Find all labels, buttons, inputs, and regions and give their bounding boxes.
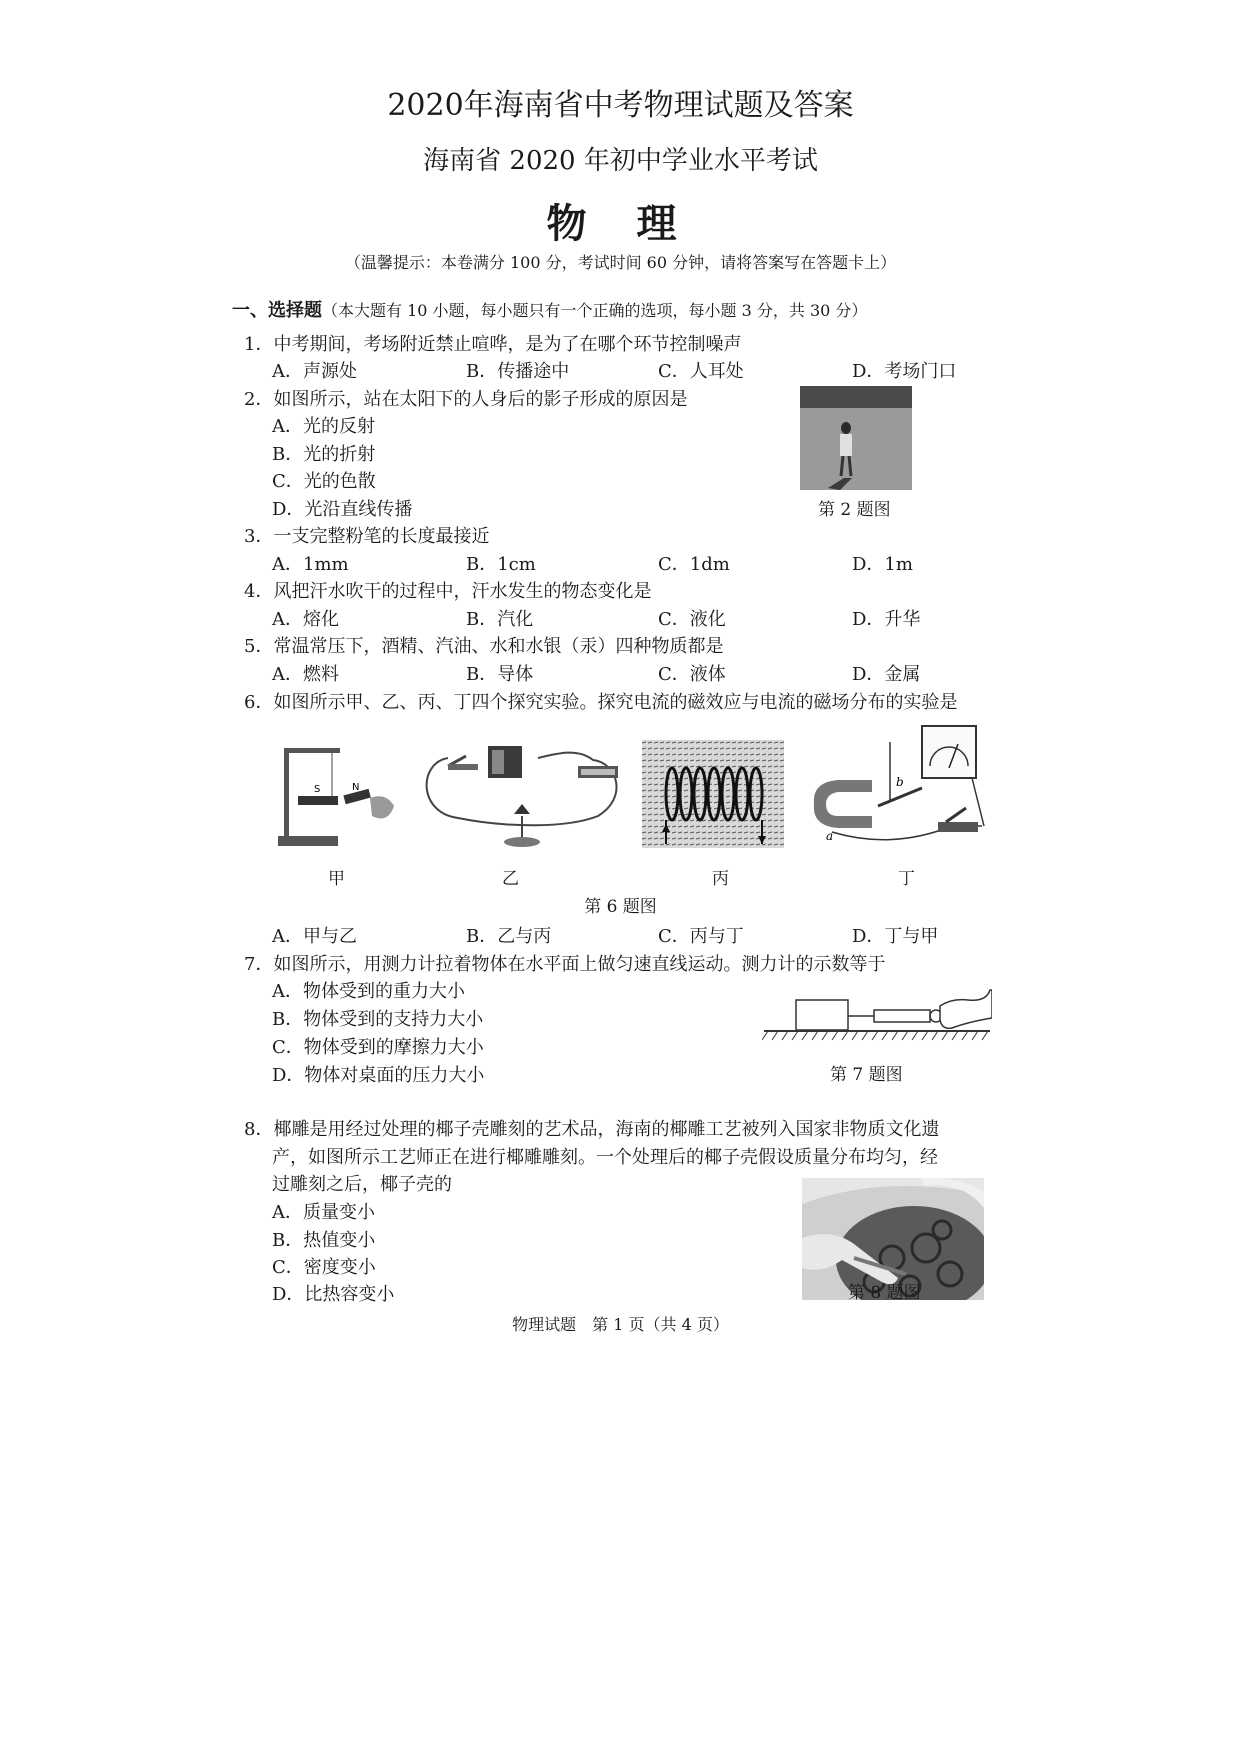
q8-stem-line-3: 过雕刻之后，椰子壳的 [272,1174,452,1195]
q2-option-b[interactable]: B．光的折射 [272,444,376,465]
q4-option-d[interactable]: D．升华 [852,609,921,630]
q4-option-b[interactable]: B．汽化 [466,609,534,630]
panel-label-bing: 丙 [712,869,729,889]
q6-figure-caption: 第 6 题图 [584,897,657,917]
q3-stem: 3．一支完整粉笔的长度最接近 [244,526,490,547]
q6-figure-jia [270,738,400,850]
q2-option-a[interactable]: A．光的反射 [272,416,375,437]
q2-option-c[interactable]: C．光的色散 [272,471,376,492]
section-title: 一、选择题 [232,300,322,321]
section-note: （本大题有 10 小题，每小题只有一个正确的选项，每小题 3 分，共 30 分） [322,301,868,320]
q4-option-c[interactable]: C．液化 [658,609,726,630]
q4-stem: 4．风把汗水吹干的过程中，汗水发生的物态变化是 [244,581,652,602]
q1-option-a[interactable]: A．声源处 [272,361,357,382]
subject-title: 物 理 [546,200,695,247]
q8-option-d[interactable]: D．比热容变小 [272,1284,395,1305]
q3-option-c[interactable]: C．1dm [658,554,730,575]
panel-label-jia: 甲 [328,869,345,889]
q2-figure-caption: 第 2 题图 [818,500,891,520]
panel-label-ding: 丁 [898,869,915,889]
magnet-label-n: N [352,782,360,793]
magnet-label-s: S [314,784,321,795]
q6-option-d[interactable]: D．丁与甲 [852,926,939,947]
q1-option-d[interactable]: D．考场门口 [852,361,957,382]
q2-option-d[interactable]: D．光沿直线传播 [272,499,413,520]
q7-figure-caption: 第 7 题图 [830,1065,903,1085]
q1-option-c[interactable]: C．人耳处 [658,361,744,382]
section-heading [232,296,867,322]
q1-option-b[interactable]: B．传播途中 [466,361,570,382]
q7-option-b[interactable]: B．物体受到的支持力大小 [272,1009,484,1030]
q8-option-a[interactable]: A．质量变小 [272,1202,375,1223]
q3-option-b[interactable]: B．1cm [466,554,536,575]
q7-stem: 7．如图所示，用测力计拉着物体在水平面上做匀速直线运动。测力计的示数等于 [244,954,886,975]
q6-figure-ding [812,722,992,850]
q6-option-c[interactable]: C．丙与丁 [658,926,744,947]
q7-option-d[interactable]: D．物体对桌面的压力大小 [272,1065,485,1086]
q5-option-c[interactable]: C．液体 [658,664,726,685]
q8-stem-line-2: 产，如图所示工艺师正在进行椰雕雕刻。一个处理后的椰子壳假设质量分布均匀，经 [272,1147,938,1168]
panel-label-yi: 乙 [502,869,519,889]
q8-option-c[interactable]: C．密度变小 [272,1257,376,1278]
wire-label-a: a [826,829,834,843]
document-title: 2020年海南省中考物理试题及答案 [387,88,854,123]
q1-stem: 1．中考期间，考场附近禁止喧哗，是为了在哪个环节控制噪声 [244,334,742,355]
q6-figure-yi [418,738,626,850]
q5-option-b[interactable]: B．导体 [466,664,534,685]
q7-option-a[interactable]: A．物体受到的重力大小 [272,981,465,1002]
q8-stem-line-1: 8．椰雕是用经过处理的椰子壳雕刻的艺术品，海南的椰雕工艺被列入国家非物质文化遗 [244,1119,940,1140]
q2-stem: 2．如图所示，站在太阳下的人身后的影子形成的原因是 [244,389,688,410]
exam-title: 海南省 2020 年初中学业水平考试 [423,146,818,176]
page-footer: 物理试题 第 1 页（共 4 页） [512,1315,729,1334]
q4-option-a[interactable]: A．熔化 [272,609,339,630]
q8-option-b[interactable]: B．热值变小 [272,1230,376,1251]
exam-hint: （温馨提示：本卷满分 100 分，考试时间 60 分钟，请将答案写在答题卡上） [344,253,897,272]
wire-label-b: b [896,775,904,789]
q3-option-a[interactable]: A．1mm [272,554,349,575]
q5-stem: 5．常温常压下，酒精、汽油、水和水银（汞）四种物质都是 [244,636,724,657]
q6-stem: 6．如图所示甲、乙、丙、丁四个探究实验。探究电流的磁效应与电流的磁场分布的实验是 [244,692,958,713]
q7-spring-scale-figure [762,984,992,1046]
q3-option-d[interactable]: D．1m [852,554,913,575]
q8-figure-caption: 第 8 题图 [848,1283,921,1303]
q6-option-b[interactable]: B．乙与丙 [466,926,552,947]
q5-option-a[interactable]: A．燃料 [272,664,339,685]
q6-figure-bing [642,740,784,848]
q2-shadow-photo [800,386,912,490]
q6-option-a[interactable]: A．甲与乙 [272,926,357,947]
q7-option-c[interactable]: C．物体受到的摩擦力大小 [272,1037,484,1058]
q5-option-d[interactable]: D．金属 [852,664,921,685]
